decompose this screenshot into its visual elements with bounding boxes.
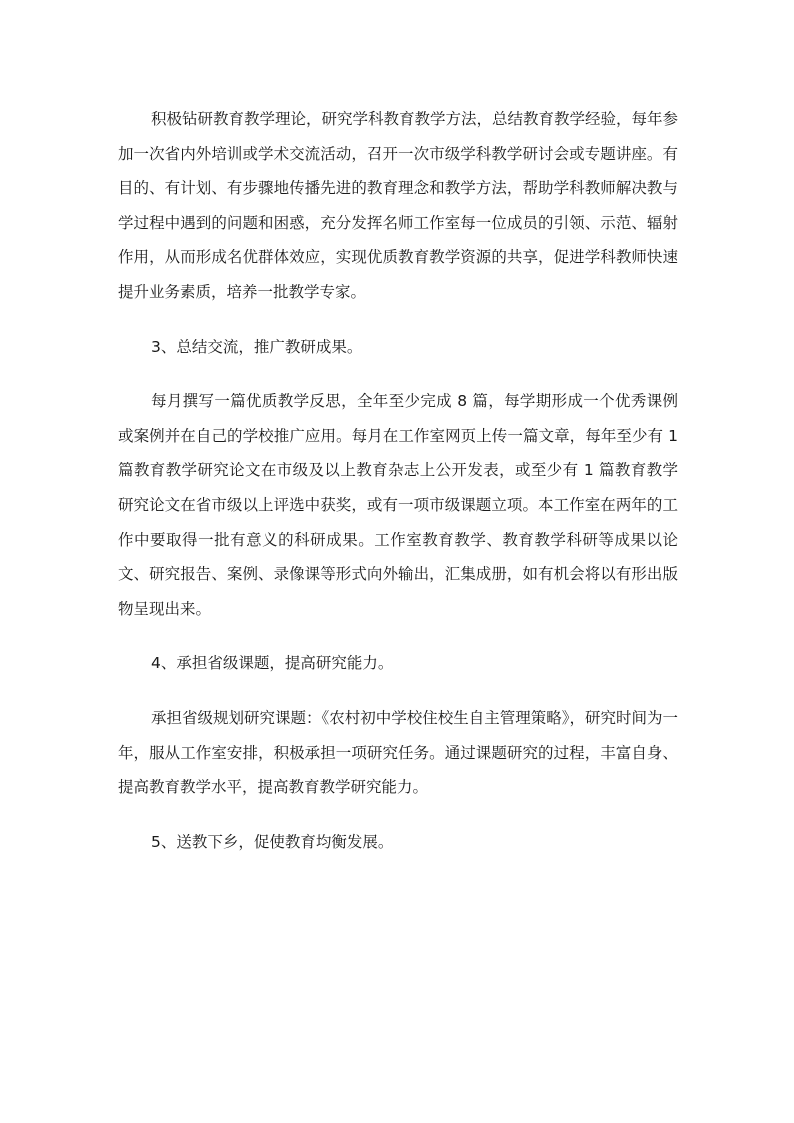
document-page: [118, 102, 678, 859]
heading-rural-teaching: 5、送教下乡，促使教育均衡发展。: [151, 832, 394, 851]
heading-provincial-project: 4、承担省级课题，提高研究能力。: [151, 654, 394, 673]
paragraph-research-project: 承担省级规划研究课题：《农村初中学校住校生自主管理策略》，研究时间为一年，服从工作室安排，积极承担一项研究任务。通过课题研究的过程，丰富自身、提高教育教学水平，提高教育教学研究能力。: [118, 708, 679, 797]
heading-summary-exchange: 3、总结交流，推广教研成果。: [151, 337, 363, 356]
paragraph-teaching-reflection: 每月撰写一篇优质教学反思，全年至少完成 8 篇，每学期形成一个优秀课例或案例并在自己的学校推广应用。每月在工作室网页上传一篇文章，每年至少有 1 篇教育教学研究论文在市级及以上教育杂志上公开发表，或至少有 1 篇教育教学研究论文在省市级以上评选中获奖，或有一项市级课题立项。本工作室在两年的工作中要取得一批有意义的科研成果。工作室教育教学、教育教学科研等成果以论文、研究报告、案例、录像课等形式向外输出，汇集成册，如有机会将以有形出版物呈现出来。: [118, 392, 678, 618]
paragraph-gap: [118, 805, 678, 825]
paragraph-gap: [118, 681, 678, 701]
paragraph-gap: [118, 364, 678, 384]
paragraph-research-methods: 积极钻研教育教学理论，研究学科教育教学方法，总结教育教学经验，每年参加一次省内外培训或学术交流活动，召开一次市级学科教学研讨会或专题讲座。有目的、有计划、有步骤地传播先进的教育理念和教学方法，帮助学科教师解决教与学过程中遇到的问题和困惑，充分发挥名师工作室每一位成员的引领、示范、辐射作用，从而形成名优群体效应，实现优质教育教学资源的共享，促进学科教师快速提升业务素质，培养一批教学专家。: [118, 110, 679, 301]
paragraph-gap: [118, 626, 678, 646]
paragraph-gap: [118, 310, 678, 330]
